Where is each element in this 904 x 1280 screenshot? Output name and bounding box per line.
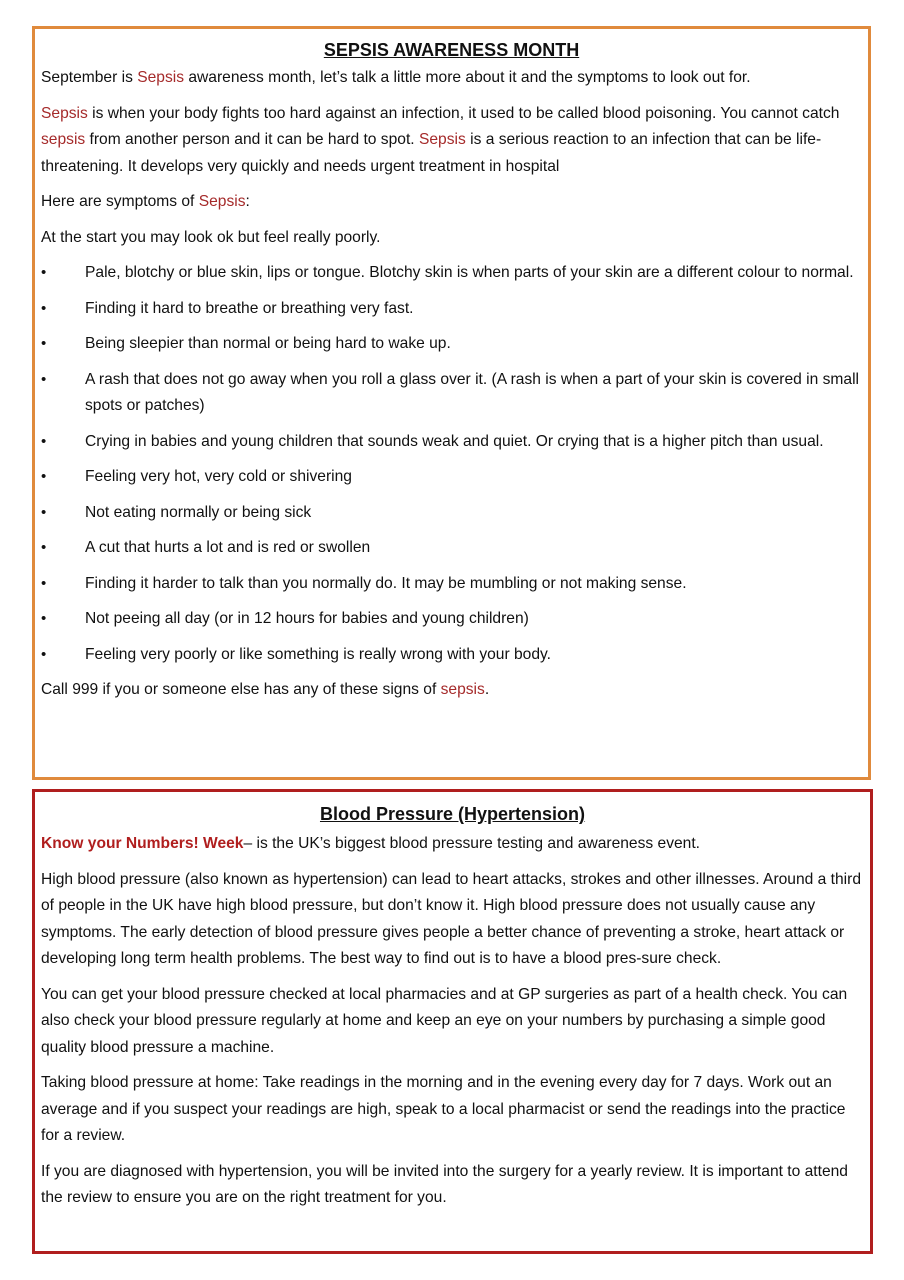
bullet-icon: •	[41, 468, 47, 485]
symptom-item	[41, 260, 862, 287]
symptoms-heading-text: Here are symptoms of	[41, 193, 199, 210]
symptom-text: A rash that does not go away when you roll a glass over it. (A rash is when a part of your skin is covered in small spots or patches)	[85, 370, 860, 414]
bp-paragraph: You can get your blood pressure checked at local pharmacies and at GP surgeries as part of a health check. You can also check your blood pressure regularly at home and keep an eye on your numbers by purchasing a simple good quality blood pressure a machine.	[41, 985, 848, 1056]
bullet-icon: •	[41, 645, 47, 663]
symptom-text: Feeling very poorly or like something is really wrong with your body.	[85, 645, 551, 663]
symptom-text: Being sleepier than normal or being hard to wake up.	[85, 335, 451, 352]
sepsis-intro	[41, 65, 862, 92]
blood-pressure-section	[32, 789, 873, 1254]
call-999-text: Call 999 if you or someone else has any of these signs of	[41, 681, 441, 698]
know-your-numbers-highlight: Know your Numbers! Week	[41, 835, 244, 852]
start-note: At the start you may look ok but feel really poorly.	[41, 228, 381, 246]
symptom-item	[41, 296, 862, 323]
sepsis-title: SEPSIS AWARENESS MONTH	[323, 40, 580, 60]
symptoms-heading-colon: :	[245, 193, 250, 210]
call-999-period: .	[484, 681, 490, 698]
sepsis-definition	[41, 101, 862, 181]
bp-title: Blood Pressure (Hypertension)	[319, 804, 586, 824]
sepsis-definition-text: from another person and it can be hard to spot.	[85, 131, 419, 148]
know-your-numbers	[41, 831, 864, 858]
bp-paragraph: High blood pressure (also known as hypertension) can lead to heart attacks, strokes and other illnesses. Around a third of people in the UK have high blood pressure, but don’t know it. High blood pressure does not usually cause any symptoms. The early detection of blood pressure gives people a better chance of preventing a stroke, heart attack or developing long term health problems. The best way to find out is to have a blood pres-sure check.	[41, 870, 861, 967]
sepsis-highlight: Sepsis	[41, 104, 88, 122]
sepsis-highlight: sepsis	[440, 681, 485, 698]
bullet-icon: •	[41, 264, 47, 281]
bullet-icon: •	[41, 335, 47, 352]
bp-paragraph: Taking blood pressure at home: Take readings in the morning and in the evening every day for 7 days. Work out an average and if you suspect your readings are high, speak to a local pharmacist or send the readings into the practice for a review.	[41, 1074, 846, 1144]
bullet-icon: •	[41, 370, 47, 388]
sepsis-section	[32, 26, 871, 780]
symptoms-heading	[41, 189, 862, 216]
symptom-text: Finding it harder to talk than you normally do. It may be mumbling or not making sense.	[85, 574, 687, 592]
symptom-text: Finding it hard to breathe or breathing very fast.	[85, 299, 414, 317]
bullet-icon: •	[41, 610, 47, 627]
symptom-item	[41, 535, 862, 562]
sepsis-intro-text: September is	[41, 69, 138, 86]
symptom-item	[41, 642, 862, 669]
sepsis-highlight: sepsis	[41, 131, 86, 148]
symptom-text: Pale, blotchy or blue skin, lips or tongue. Blotchy skin is when parts of your skin are a different colour to normal.	[85, 264, 854, 281]
bullet-icon: •	[41, 574, 47, 592]
call-999	[41, 677, 862, 704]
know-your-numbers-text: – is the UK’s biggest blood pressure testing and awareness event.	[243, 835, 701, 852]
symptom-item	[41, 464, 862, 491]
symptom-text: Not eating normally or being sick	[85, 503, 312, 521]
symptom-item	[41, 367, 862, 420]
sepsis-definition-text: is a serious reaction to an infection that can be life-threatening. It develops very quickly and needs urgent treatment in hospital	[41, 131, 822, 175]
bullet-icon: •	[41, 539, 47, 556]
bullet-icon: •	[41, 299, 47, 317]
symptom-text: Feeling very hot, very cold or shivering	[85, 468, 352, 485]
symptom-item	[41, 331, 862, 358]
symptom-text: Crying in babies and young children that sounds weak and quiet. Or crying that is a higher pitch than usual.	[85, 432, 824, 450]
sepsis-intro-text-end: awareness month, let’s talk a little more about it and the symptoms to look out for.	[184, 69, 751, 86]
symptom-item	[41, 606, 862, 633]
sepsis-highlight: Sepsis	[137, 69, 185, 86]
symptom-item	[41, 571, 862, 598]
symptom-list	[41, 260, 862, 668]
symptom-item	[41, 429, 862, 456]
symptom-item	[41, 500, 862, 527]
sepsis-highlight: Sepsis	[418, 131, 466, 148]
bp-paragraph: If you are diagnosed with hypertension, you will be invited into the surgery for a yearly review. It is important to attend the review to ensure you are on the right treatment for you.	[41, 1162, 848, 1206]
bullet-icon: •	[41, 503, 47, 521]
sepsis-definition-text: is when your body fights too hard against an infection, it used to be called blood poisoning. You cannot catch	[87, 104, 840, 122]
symptom-text: A cut that hurts a lot and is red or swollen	[85, 539, 371, 556]
sepsis-highlight: Sepsis	[198, 193, 246, 210]
symptom-text: Not peeing all day (or in 12 hours for babies and young children)	[85, 610, 529, 627]
bullet-icon: •	[41, 432, 47, 450]
